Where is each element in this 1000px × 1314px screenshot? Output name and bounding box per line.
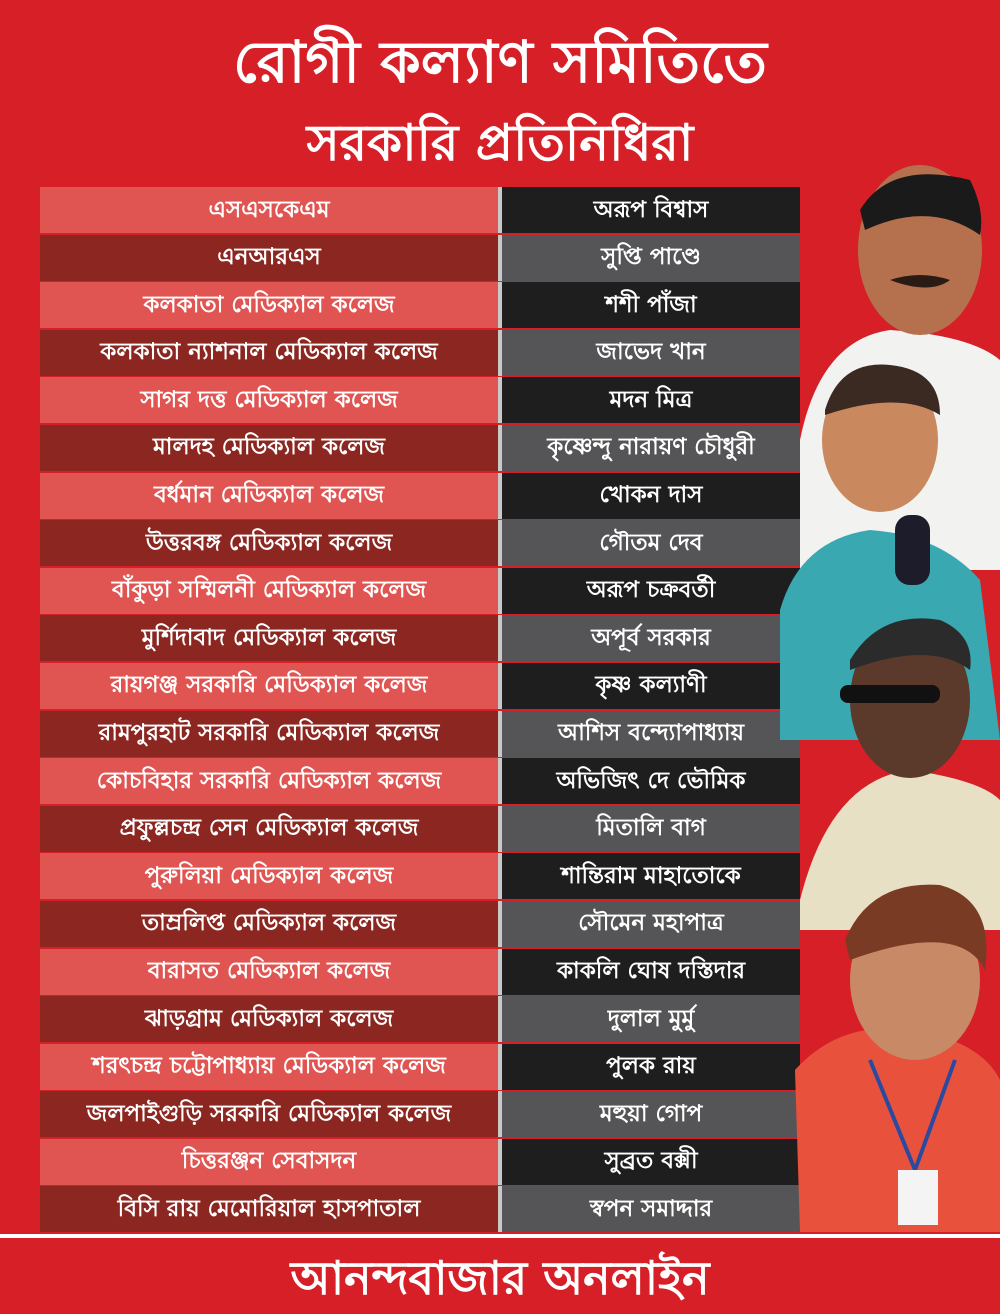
- institution-name: বর্ধমান মেডিক্যাল কলেজ: [40, 473, 498, 519]
- person-photo-4: [795, 885, 1000, 1232]
- institution-name: বারাসত মেডিক্যাল কলেজ: [40, 949, 498, 995]
- institution-name: এসএসকেএম: [40, 187, 498, 233]
- table-row: [40, 663, 800, 709]
- representative-name: অরূপ বিশ্বাস: [502, 187, 800, 233]
- representative-name: স্বপন সমাদ্দার: [502, 1186, 800, 1232]
- institution-name: এনআরএস: [40, 235, 498, 281]
- table-row: [40, 615, 800, 661]
- institution-name: মুর্শিদাবাদ মেডিক্যাল কলেজ: [40, 615, 498, 661]
- table-row: [40, 853, 800, 899]
- representative-name: মিতালি বাগ: [502, 806, 800, 852]
- institution-name: কলকাতা মেডিক্যাল কলেজ: [40, 282, 498, 328]
- institution-name: পুরুলিয়া মেডিক্যাল কলেজ: [40, 853, 498, 899]
- representative-name: শান্তিরাম মাহাতোকে: [502, 853, 800, 899]
- institution-name: জলপাইগুড়ি সরকারি মেডিক্যাল কলেজ: [40, 1091, 498, 1137]
- table-row: [40, 187, 800, 233]
- table-row: [40, 949, 800, 995]
- representative-name: আশিস বন্দ্যোপাধ্যায়: [502, 711, 800, 757]
- institution-name: বিসি রায় মেমোরিয়াল হাসপাতাল: [40, 1186, 498, 1232]
- representative-name: মদন মিত্র: [502, 377, 800, 423]
- institution-name: রামপুরহাট সরকারি মেডিক্যাল কলেজ: [40, 711, 498, 757]
- representative-name: কৃষ্ণ কল্যাণী: [502, 663, 800, 709]
- institution-name: মালদহ মেডিক্যাল কলেজ: [40, 425, 498, 471]
- table-row: [40, 806, 800, 852]
- table-row: [40, 996, 800, 1042]
- brand-logo-text: আনন্দবাজার অনলাইন: [290, 1251, 710, 1305]
- table-row: [40, 377, 800, 423]
- institution-name: প্রফুল্লচন্দ্র সেন মেডিক্যাল কলেজ: [40, 806, 498, 852]
- table-row: [40, 520, 800, 566]
- institution-name: রায়গঞ্জ সরকারি মেডিক্যাল কলেজ: [40, 663, 498, 709]
- table-row: [40, 711, 800, 757]
- institution-name: সাগর দত্ত মেডিক্যাল কলেজ: [40, 377, 498, 423]
- table-row: [40, 568, 800, 614]
- institution-name: বাঁকুড়া সম্মিলনী মেডিক্যাল কলেজ: [40, 568, 498, 614]
- title-line-1: রোগী কল্যাণ সমিতিতে: [233, 28, 767, 96]
- table-row: [40, 758, 800, 804]
- table-row: [40, 473, 800, 519]
- institution-name: উত্তরবঙ্গ মেডিক্যাল কলেজ: [40, 520, 498, 566]
- representative-name: সুপ্তি পাণ্ডে: [502, 235, 800, 281]
- representative-name: অপূর্ব সরকার: [502, 615, 800, 661]
- table-row: [40, 901, 800, 947]
- representative-name: অরূপ চক্রবর্তী: [502, 568, 800, 614]
- table-row: [40, 330, 800, 376]
- institution-name: ঝাড়গ্রাম মেডিক্যাল কলেজ: [40, 996, 498, 1042]
- table-row: [40, 235, 800, 281]
- title-line-2: সরকারি প্রতিনিধিরা: [306, 114, 694, 172]
- table-row: [40, 1091, 800, 1137]
- table-row: [40, 425, 800, 471]
- representative-name: শশী পাঁজা: [502, 282, 800, 328]
- institution-name: শরৎচন্দ্র চট্টোপাধ্যায় মেডিক্যাল কলেজ: [40, 1044, 498, 1090]
- representative-name: অভিজিৎ দে ভৌমিক: [502, 758, 800, 804]
- institution-name: চিত্তরঞ্জন সেবাসদন: [40, 1139, 498, 1185]
- institution-name: তাম্রলিপ্ত মেডিক্যাল কলেজ: [40, 901, 498, 947]
- footer-divider: [0, 1234, 1000, 1238]
- table-row: [40, 1186, 800, 1232]
- representative-name: দুলাল মুর্মু: [502, 996, 800, 1042]
- representative-name: খোকন দাস: [502, 473, 800, 519]
- representative-name: কৃষ্ণেন্দু নারায়ণ চৌধুরী: [502, 425, 800, 471]
- representative-name: গৌতম দেব: [502, 520, 800, 566]
- table-row: [40, 1139, 800, 1185]
- representative-name: পুলক রায়: [502, 1044, 800, 1090]
- table-row: [40, 1044, 800, 1090]
- institution-name: কলকাতা ন্যাশনাল মেডিক্যাল কলেজ: [40, 330, 498, 376]
- table-row: [40, 282, 800, 328]
- institution-name: কোচবিহার সরকারি মেডিক্যাল কলেজ: [40, 758, 498, 804]
- representatives-table: [40, 187, 800, 1234]
- representative-name: মহুয়া গোপ: [502, 1091, 800, 1137]
- representative-name: সৌমেন মহাপাত্র: [502, 901, 800, 947]
- representative-name: সুব্রত বক্সী: [502, 1139, 800, 1185]
- representative-name: জাভেদ খান: [502, 330, 800, 376]
- representative-name: কাকলি ঘোষ দস্তিদার: [502, 949, 800, 995]
- politicians-photo-collage: [780, 140, 1000, 1232]
